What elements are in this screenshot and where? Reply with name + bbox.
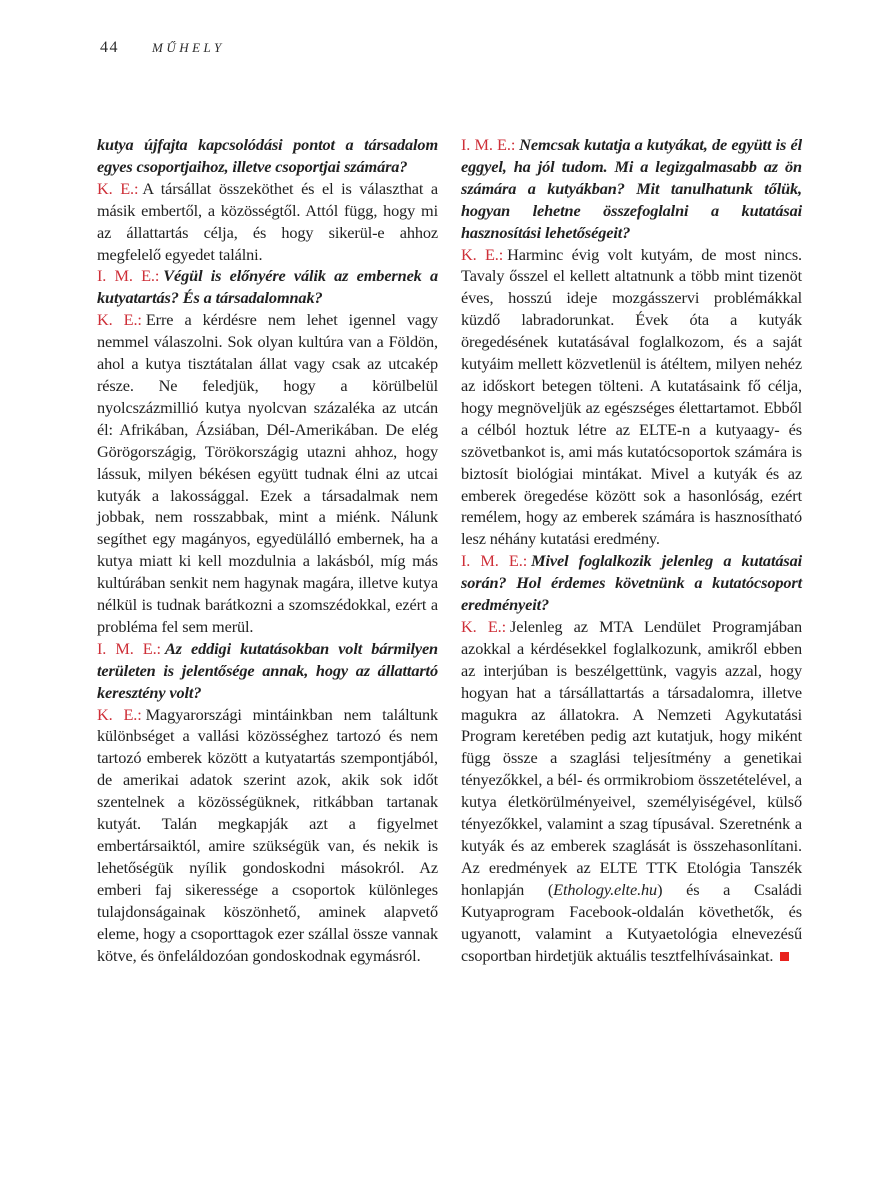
speaker-label: I. M. E.: [461,135,516,154]
answer-text: ) és a Családi Kutyaprogram Facebook-oldalán követhetők, és ugyanott, valamint a Kutyaetológia elnevezésű csoportban hirdetjük aktuális tesztfelhívásainkat. [461,879,803,965]
article-end-mark-icon [780,952,789,961]
speaker-label: K. E.: [461,616,507,636]
question-paragraph [97,638,438,704]
answer-paragraph-final [461,616,802,967]
answer-text: Magyarországi mintáinkban nem találtunk különbséget a vallási közösséghez tartozó és nem tartozó emberek között a kutyatartás szempontjából, de amerikai adatok szerint azok, akik sok időt szentelnek a közösségüknek, ritkábban tartanak kutyát. Talán megkapják azt a figyelmet embertársaiktól, amire szükségük van, és nekik is lehetőségük nyílik gondoskodni másokról. Az emberi faj sikeressége a csoportok különleges tulajdonságainak köszönhető, aminek alapvető eleme, hogy a csoporttagok ezer szállal össze vannak kötve, és önfeláldozóan gondoskodnak egymásról. [97,704,439,965]
speaker-label: K. E.: [97,704,142,724]
section-title: MŰHELY [152,40,225,55]
question-text: kutya újfajta kapcsolódási pontot a társadalom egyes csoportjaihoz, illetve csoportjai számára? [97,135,438,176]
answer-paragraph [461,244,802,551]
speaker-label: K. E.: [461,244,504,264]
question-text: Az eddigi kutatásokban volt bármilyen területen is jelentősége annak, hogy az állattartó keresztény volt? [97,638,438,702]
answer-text: A társállat összeköthet és el is választhat a másik embertől, a közösségtől. Attól függ, hogy mi az állattartás célja, és hogy sikerül-e ahhoz megfelelő egyedet találni. [97,178,439,264]
page-number: 44 [100,39,119,56]
answer-text: Harminc évig volt kutyám, de most nincs. Tavaly ősszel el kellett altatnunk a több mint tizenöt éves, hosszú ideje mozgásszervi problémákkal küzdő labradorunkat. Évek óta a kutyák öregedésének kutatásával foglalkozom, és a saját kutyáim mellett közvetlenül is átéltem, milyen nehéz az időskort betegen tölteni. A kutatásaink fő célja, hogy megnöveljük az egészséges élettartamot. Ebből a célból hoztuk létre az ELTE-n a kutyaagy- és szövetbankot is, ami más kutatócsoportok számára is biztosít biológiai mintákat. Mivel a kutyák és az emberek öregedése között sok a hasonlóság, ezért remélem, hogy az emberek számára is hasznosítható lesz néhány kutatási eredmény. [461,244,802,549]
question-text: Mivel foglalkozik jelenleg a kutatásai során? Hol érdemes követnünk a kutatócsoport eredményeit? [461,551,803,615]
answer-text: Jelenleg az MTA Lendület Programjában azokkal a kérdésekkel foglalkozunk, amikről ebben az interjúban is beszélgettünk, vagyis azzal, hogy hogyan hat a társállattartás a társadalomra, illetve magukra az állatokra. A Nemzeti Agykutatási Program keretében pedig azt kutatjuk, hogy miként függ össze a szaglási teljesítmény a genetikai tényezőkkel, a bél- és orrmikrobiom összetételével, a kutya életkörülményeivel, személyiségével, külső tényezőkkel, valamint a szag típusával. Szeretnénk a kutyák és az emberek szaglását is összehasonlítani. Az eredmények az ELTE TTK Etológia Tanszék honlapján ( [461,616,802,899]
speaker-label: K. E.: [97,178,139,198]
speaker-label: I. M. E.: [97,266,160,286]
question-text: Nemcsak kutatja a kutyákat, de együtt is él eggyel, ha jól tudom. Mi a legizgalmasabb az ön számára a kutyákban? Mit tanulhatunk tőlük, hogyan lehetne összefoglalni a kutatásai hasznosítási lehetőségeit? [461,135,802,242]
running-header [100,39,225,57]
question-paragraph [461,550,802,616]
answer-paragraph [97,309,438,638]
left-column [97,134,438,966]
speaker-label: I. M. E.: [461,551,528,571]
question-text: Végül is előnyére válik az embernek a kutyatartás? És a társadalomnak? [97,266,438,308]
two-column-text-block [97,134,802,966]
answer-paragraph [97,704,438,967]
answer-text: Erre a kérdésre nem lehet igennel vagy nemmel válaszolni. Sok olyan kultúra van a Földön, ahol a kutya tisztátalan állat vagy csak az utcakép része. Ne feledjük, hogy a körülbelül nyolcszázmillió kutya nyolcvan százaléka az utcán él: Afrikában, Ázsiában, Dél-Amerikában. De elég Görögországig, Törökországig utazni ahhoz, hogy lássuk, milyen békésen együtt tudnak élni az utcai kutyák a lakossággal. Ezek a társadalmak nem jobbak, nem rosszabbak, mint a miénk. Nálunk segíthet egy magányos, egyedülálló embernek, ha a kutya miatt ki kell mozdulnia a lakásból, míg más kultúrában senkit nem hagynak magára, illetve kutya nélkül is tudnak barátkozni a szomszédokkal, ezért a probléma fel sem merül. [97,310,438,636]
speaker-label: I. M. E.: [97,638,161,658]
right-column [461,134,802,966]
speaker-label: K. E.: [97,310,142,330]
question-paragraph [97,265,438,309]
question-paragraph [461,134,802,244]
answer-paragraph [97,178,438,266]
question-continuation [97,134,438,178]
website-url-text: Ethology.elte.hu [553,879,658,899]
